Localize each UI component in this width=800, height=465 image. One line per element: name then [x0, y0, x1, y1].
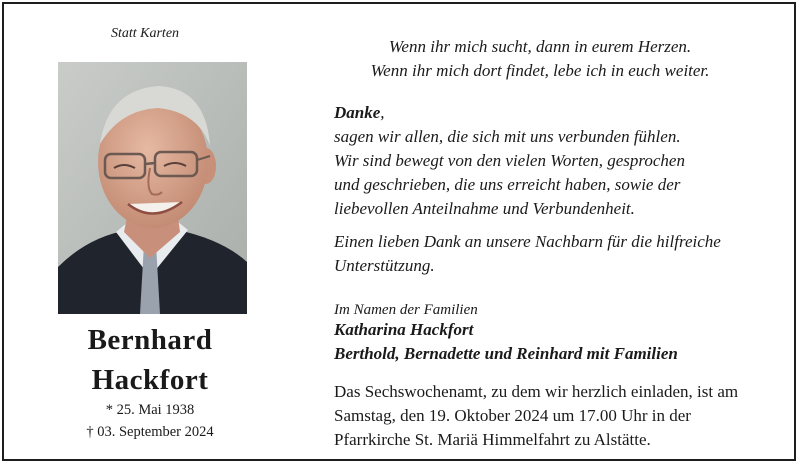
verse-line-2: Wenn ihr mich dort findet, lebe ich in euch weiter.: [370, 61, 710, 80]
neighbors-line: Unterstützung.: [334, 256, 435, 275]
birth-date: * 25. Mai 1938: [105, 402, 195, 418]
family-name-2: Berthold, Bernadette und Reinhard mit Familien: [334, 344, 678, 363]
deceased-last-name: Hackfort: [91, 364, 209, 396]
thanks-heading: [334, 101, 385, 125]
neighbors-line: Einen lieben Dank an unsere Nachbarn für die hilfreiche: [334, 232, 721, 251]
mass-line: Pfarrkirche St. Mariä Himmelfahrt zu Alstätte.: [334, 430, 651, 449]
thanks-heading-punct: ,: [380, 103, 385, 122]
thanks-line: und geschrieben, die uns erreicht haben, sowie der: [334, 175, 681, 194]
portrait-photo: [58, 62, 247, 314]
mass-line: Samstag, den 19. Oktober 2024 um 17.00 Uhr in der: [334, 406, 691, 425]
thanks-line: Wir sind bewegt von den vielen Worten, gesprochen: [334, 151, 685, 170]
mass-line: Das Sechswochenamt, zu dem wir herzlich einladen, ist am: [334, 382, 739, 401]
verse-line-1: Wenn ihr mich sucht, dann in eurem Herzen.: [388, 37, 692, 56]
thanks-line: sagen wir allen, die sich mit uns verbunden fühlen.: [334, 127, 681, 146]
thanks-line: liebevollen Anteilnahme und Verbundenheit.: [334, 199, 635, 218]
statt-karten-label: Statt Karten: [110, 26, 180, 41]
family-intro: Im Namen der Familien: [334, 302, 478, 318]
thanks-heading-word: Danke: [334, 103, 381, 122]
deceased-first-name: Bernhard: [87, 324, 213, 356]
death-date: † 03. September 2024: [86, 424, 214, 440]
family-name-1: Katharina Hackfort: [334, 320, 474, 339]
